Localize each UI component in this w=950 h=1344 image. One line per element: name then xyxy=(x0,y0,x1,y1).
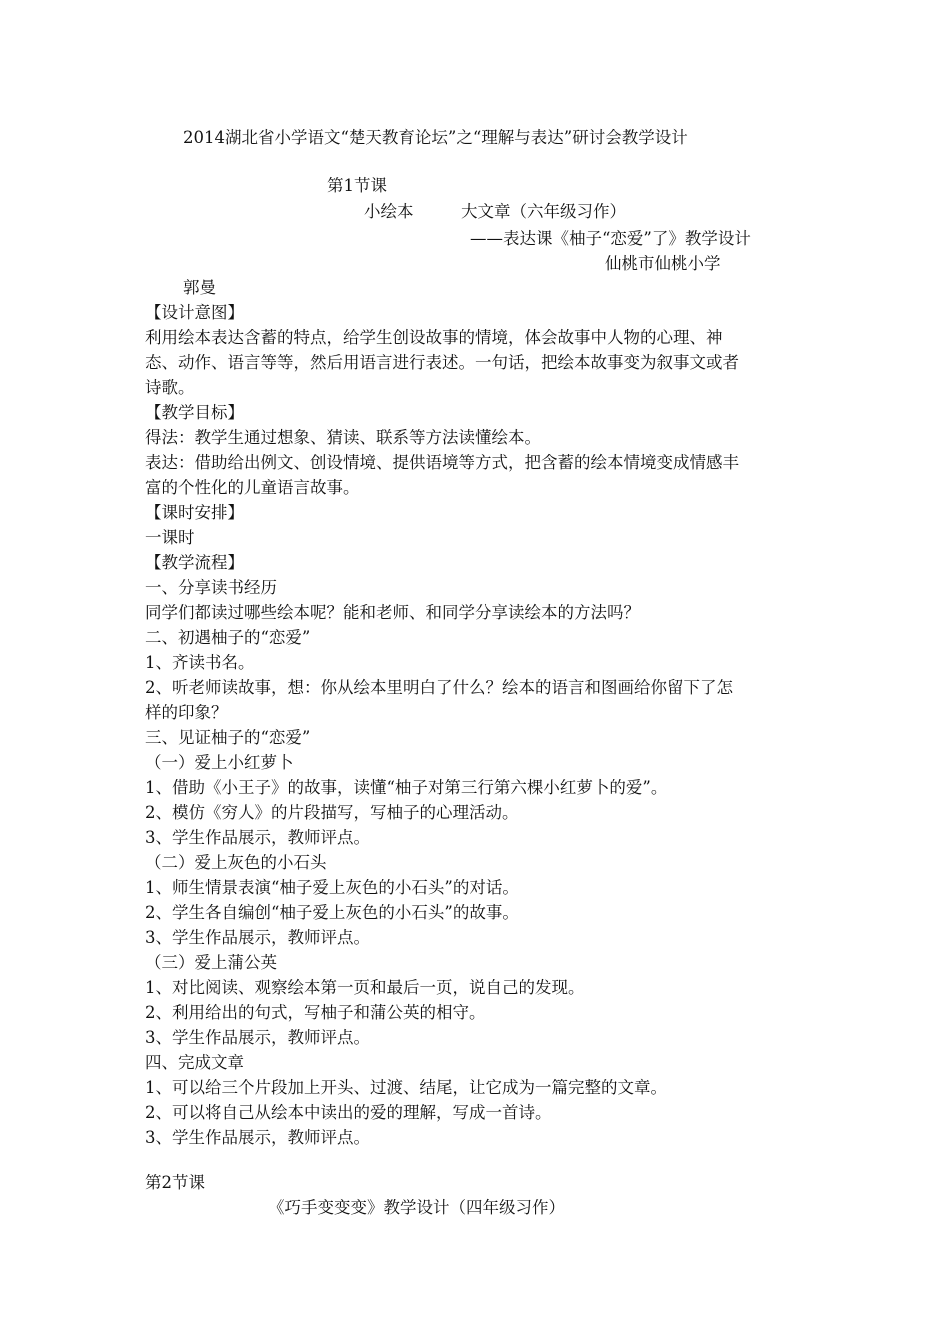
flow-line: 3、学生作品展示，教师评点。 xyxy=(145,1128,370,1147)
lesson2-title: 《巧手变变变》教学设计（四年级习作） xyxy=(268,1198,565,1217)
flow-line: 3、学生作品展示，教师评点。 xyxy=(145,928,370,947)
lesson1-label: 第1节课 xyxy=(327,176,387,195)
flow-line: （二）爱上灰色的小石头 xyxy=(145,853,327,872)
flow-line: 一、分享读书经历 xyxy=(145,578,277,597)
flow-line: 1、借助《小王子》的故事，读懂“柚子对第三行第六棵小红萝卜的爱”。 xyxy=(145,778,668,797)
lesson1-subtitle: ——表达课《柚子“恋爱”了》教学设计 xyxy=(470,229,751,248)
teaching-goals-heading: 【教学目标】 xyxy=(145,403,244,422)
flow-line: 1、师生情景表演“柚子爱上灰色的小石头”的对话。 xyxy=(145,878,519,897)
paragraph-line: 得法：教学生通过想象、猜读、联系等方法读懂绘本。 xyxy=(145,428,541,447)
document-title: 2014湖北省小学语文“楚天教育论坛”之“理解与表达”研讨会教学设计 xyxy=(183,128,688,147)
lesson1-author: 郭曼 xyxy=(183,278,216,297)
flow-line: 2、模仿《穷人》的片段描写，写柚子的心理活动。 xyxy=(145,803,519,822)
flow-line: 三、见证柚子的“恋爱” xyxy=(145,728,311,747)
design-intent-heading: 【设计意图】 xyxy=(145,303,244,322)
paragraph-line: 表达：借助给出例文、创设情境、提供语境等方式，把含蓄的绘本情境变成情感丰 xyxy=(145,453,739,472)
schedule-heading: 【课时安排】 xyxy=(145,503,244,522)
flow-line: 四、完成文章 xyxy=(145,1053,244,1072)
flow-line: 2、可以将自己从绘本中读出的爱的理解，写成一首诗。 xyxy=(145,1103,552,1122)
flow-line: 2、听老师读故事，想：你从绘本里明白了什么？绘本的语言和图画给你留下了怎 xyxy=(145,678,733,697)
schedule-text: 一课时 xyxy=(145,528,195,547)
flow-line: 2、利用给出的句式，写柚子和蒲公英的相守。 xyxy=(145,1003,486,1022)
paragraph-line: 态、动作、语言等等，然后用语言进行表述。一句话，把绘本故事变为叙事文或者 xyxy=(145,353,739,372)
lesson1-title-part-a: 小绘本 xyxy=(364,202,414,221)
flow-line: 样的印象？ xyxy=(145,703,228,722)
paragraph-line: 利用绘本表达含蓄的特点，给学生创设故事的情境，体会故事中人物的心理、神 xyxy=(145,328,723,347)
lesson1-title-part-b: 大文章（六年级习作） xyxy=(461,202,626,221)
flow-line: （一）爱上小红萝卜 xyxy=(145,753,294,772)
paragraph-line: 诗歌。 xyxy=(145,378,195,397)
flow-line: 二、初遇柚子的“恋爱” xyxy=(145,628,311,647)
flow-line: 同学们都读过哪些绘本呢？能和老师、和同学分享读绘本的方法吗？ xyxy=(145,603,640,622)
flow-line: 2、学生各自编创“柚子爱上灰色的小石头”的故事。 xyxy=(145,903,519,922)
flow-line: 1、齐读书名。 xyxy=(145,653,255,672)
teaching-flow-heading: 【教学流程】 xyxy=(145,553,244,572)
lesson1-school: 仙桃市仙桃小学 xyxy=(605,254,721,273)
flow-line: 3、学生作品展示，教师评点。 xyxy=(145,1028,370,1047)
flow-line: （三）爱上蒲公英 xyxy=(145,953,277,972)
lesson2-label: 第2节课 xyxy=(145,1173,205,1192)
flow-line: 1、对比阅读、观察绘本第一页和最后一页，说自己的发现。 xyxy=(145,978,585,997)
flow-line: 1、可以给三个片段加上开头、过渡、结尾，让它成为一篇完整的文章。 xyxy=(145,1078,667,1097)
flow-line: 3、学生作品展示，教师评点。 xyxy=(145,828,370,847)
paragraph-line: 富的个性化的儿童语言故事。 xyxy=(145,478,360,497)
